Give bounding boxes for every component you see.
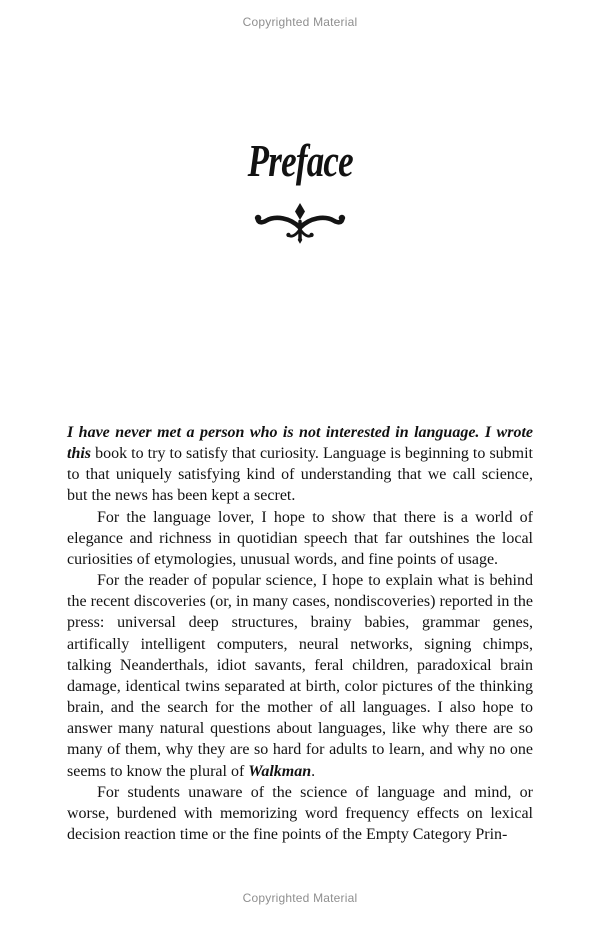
chapter-title-text: Preface	[247, 135, 353, 186]
text-run: Walkman	[248, 762, 312, 780]
paragraph	[67, 782, 533, 845]
copyright-notice-bottom: Copyrighted Material	[242, 891, 358, 905]
fleuron-ornament-icon	[0, 201, 600, 250]
text-run: For students unaware of the science of language and mind, or worse, burdened with memorizing word frequency effects on lexical decision reaction time or the fine points of the Empty Category Prin-	[67, 783, 533, 843]
body-text	[67, 422, 533, 845]
text-run: book to try to satisfy that curiosity. Language is beginning to submit to that uniquely satisfying kind of understanding that we call science, but the news has been kept a secret.	[67, 445, 533, 505]
paragraph	[67, 570, 533, 782]
text-run: For the language lover, I hope to show that there is a world of elegance and richness in quotidian speech that far outshines the local curiosities of etymologies, unusual words, and fine points of usage.	[67, 508, 533, 568]
paragraph	[67, 507, 533, 570]
copyright-notice-top: Copyrighted Material	[242, 15, 358, 29]
text-run: I have never met a person who is not interested in language. I wrote this	[67, 424, 533, 463]
chapter-title	[0, 134, 600, 187]
text-run: For the reader of popular science, I hope to explain what is behind the recent discoveries (or, in many cases, nondiscoveries) reported in the press: universal deep structures, brainy babies, grammar genes, artifically intelligent computers, neural networks, signing chimps, talking Neanderthals, idiot savants, feral children, paradoxical brain damage, identical twins separated at birth, color pictures of the thinking brain, and the search for the mother of all languages. I also hope to answer many natural questions about languages, like why there are so many of them, why they are so hard for adults to learn, and why no one seems to know the plural of	[67, 572, 533, 780]
paragraph	[67, 422, 533, 507]
text-run: .	[311, 762, 316, 780]
